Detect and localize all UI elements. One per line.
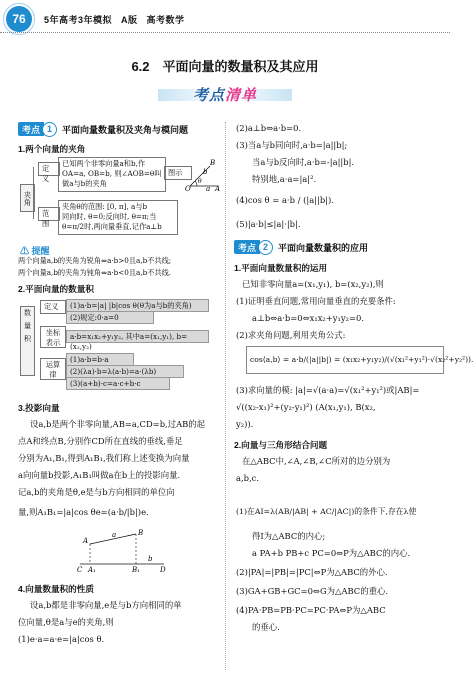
svg-text:B: B bbox=[210, 159, 216, 167]
proj-line-2: 点A和终点B,分别作CD所在直线的垂线,垂足 bbox=[18, 436, 183, 446]
usage-line-1: 已知非零向量a=(x₁,y₁), b=(x₂,y₂),则 bbox=[242, 279, 384, 289]
dot-row-zero: (2)规定:0·a=0 bbox=[66, 311, 154, 324]
tri-line-8: (4)PA·PB=PB·PC=PC·PA⇔P为△ABC bbox=[236, 605, 386, 615]
svg-text:B₁: B₁ bbox=[132, 566, 140, 574]
section-dot-usage: 1.平面向量数量积的运用 bbox=[234, 263, 328, 273]
svg-text:O: O bbox=[185, 185, 191, 193]
kaodian1-heading bbox=[18, 122, 188, 136]
svg-text:A₁: A₁ bbox=[88, 566, 96, 574]
proj-line-4: a向向量b投影,A₁B₁叫做a在b上的投影向量. bbox=[18, 470, 181, 480]
section-banner bbox=[158, 84, 292, 106]
edition: A版 bbox=[121, 15, 138, 25]
range-text: 夹角θ的范围: [0, π], a与b 同向时, θ=0;反向时, θ=π;当 θ=π/2时,两向量垂直,记作a⊥b bbox=[58, 200, 178, 235]
usage-line-3: a⊥b⇔a·b=0⇔x₁x₂+y₁y₂=0. bbox=[252, 313, 364, 323]
tri-line-6: (2)|PA|=|PB|=|PC|⇔P为△ABC的外心. bbox=[236, 567, 388, 577]
proj-line-5: 记a,b的夹角是θ,e是与b方向相同的单位向 bbox=[18, 487, 175, 497]
tri-line-3: (1)在AI=λ(AB/|AB| + AC/|AC|)的条件下,存在λ使 bbox=[236, 507, 417, 516]
usage-line-4: (2)求夹角问题,利用夹角公式: bbox=[236, 330, 346, 340]
chapter-title: 6.2 平面向量的数量积及其应用 bbox=[131, 59, 319, 74]
projection-figure bbox=[76, 528, 176, 574]
props-line-3: (1)e·a=a·e=|a|cos θ. bbox=[18, 634, 105, 644]
prop-3c: 特别地,a·a=|a|². bbox=[252, 174, 317, 184]
kaodian-tag: 考点 bbox=[234, 240, 260, 254]
usage-line-6: (3)求向量的模: |a|=√(a·a)=√(x₁²+y₁²)或|AB|= bbox=[236, 385, 420, 395]
tip-heading: ⚠ 提醒 bbox=[20, 246, 50, 256]
page-number: 76 bbox=[6, 6, 32, 32]
tri-line-1: 在△ABC中,∠A,∠B,∠C所对的边分别为 bbox=[242, 456, 391, 466]
prop-5: (5)|a·b|≤|a|·|b|. bbox=[236, 219, 301, 229]
range-label: 范围 bbox=[38, 207, 60, 221]
fig-label: 图示 bbox=[164, 166, 192, 180]
column-divider bbox=[225, 122, 226, 670]
running-header bbox=[44, 13, 185, 26]
prop-4: (4)cos θ = a·b / (|a||b|). bbox=[236, 195, 334, 205]
tri-line-9: 的垂心. bbox=[252, 622, 280, 632]
section-triangle: 2.向量与三角形结合问题 bbox=[234, 440, 328, 450]
header-rule bbox=[0, 32, 450, 33]
usage-line-8: y₂)). bbox=[236, 419, 254, 429]
svg-text:B: B bbox=[138, 529, 144, 537]
proj-line-1: 设a,b是两个非零向量,AB=a,CD=b,过AB的起 bbox=[30, 419, 206, 429]
angle-center-label: 夹角 bbox=[20, 184, 35, 212]
section-dot-product: 2.平面向量的数量积 bbox=[18, 284, 94, 294]
dot-center-label: 数量积 bbox=[20, 306, 35, 376]
svg-text:A: A bbox=[83, 537, 89, 545]
svg-text:θ: θ bbox=[198, 178, 202, 185]
section-projection: 3.投影向量 bbox=[18, 403, 60, 413]
kaodian-title: 平面向量数量积及夹角与模问题 bbox=[62, 124, 189, 135]
kaodian-title: 平面向量数量积的应用 bbox=[278, 242, 369, 253]
tri-line-2: a,b,c. bbox=[236, 473, 260, 483]
map-brace bbox=[33, 167, 34, 219]
tip-line-1: 两个向量a,b的夹角为锐角⇔a·b>0且a,b不共线; bbox=[18, 256, 172, 265]
prop-2: (2)a⊥b⇔a·b=0. bbox=[236, 123, 302, 133]
svg-text:a: a bbox=[206, 185, 211, 193]
tri-line-5: a PA+b PB+c PC=0⇔P为△ABC的内心. bbox=[252, 548, 411, 558]
dot-row-coord: a·b=x₁x₂+y₁y₂, 其中a=(x₁,y₁), b=(x₂,y₂) bbox=[66, 330, 209, 343]
usage-line-5: cos⟨a,b⟩ = a·b/(|a||b|) = (x₁x₂+y₁y₂)/(√(x₁²+y₁²)·√(x₂²+y₂²)). bbox=[250, 355, 473, 364]
def-text: 已知两个非零向量a和b,作 OA=a, OB=b, 则∠AOB=θ叫 做a与b的夹角 bbox=[58, 157, 166, 192]
props-line-1: 设a,b都是非零向量,e是与b方向相同的单 bbox=[30, 600, 182, 610]
usage-line-7: √((x₂-x₁)²+(y₂-y₁)²) (A(x₁,y₁), B(x₂, bbox=[236, 402, 376, 412]
svg-text:C: C bbox=[77, 566, 83, 574]
proj-line-6: 量,则A₁B₁=|a|cos θe=(a·b/|b|)e. bbox=[18, 507, 149, 517]
dot-label-def: 定义 bbox=[40, 300, 66, 314]
angle-figure bbox=[184, 158, 222, 192]
prop-3b: 当a与b反向时,a·b=-|a||b|. bbox=[252, 157, 355, 167]
section-properties: 4.向量数量积的性质 bbox=[18, 584, 94, 594]
svg-text:a: a bbox=[112, 531, 117, 539]
svg-text:b: b bbox=[148, 555, 153, 563]
svg-text:A: A bbox=[215, 185, 221, 193]
kaodian-number: 1 bbox=[42, 122, 57, 137]
dot-row-law1: (1)a·b=b·a bbox=[66, 353, 134, 366]
tri-line-4: 得I为△ABC的内心; bbox=[252, 531, 326, 541]
svg-text:D: D bbox=[160, 566, 166, 574]
dot-label-coord: 坐标表示 bbox=[40, 326, 66, 348]
usage-line-2: (1)证明垂直问题,常用向量垂直的充要条件: bbox=[236, 296, 396, 306]
prop-3a: (3)当a与b同向时,a·b=|a||b|; bbox=[236, 140, 348, 150]
kaodian-tag: 考点 bbox=[18, 122, 44, 136]
dot-row-law3: (3)(a+b)·c=a·c+b·c bbox=[66, 377, 170, 390]
kaodian-number: 2 bbox=[258, 240, 273, 255]
def-label: 定义 bbox=[38, 162, 60, 176]
proj-line-3: 分别为A₁,B₁,得到A₁B₁,我们称上述变换为向量 bbox=[18, 453, 190, 463]
book-title: 5年高考3年模拟 bbox=[44, 15, 113, 25]
tip-line-2: 两个向量a,b的夹角为钝角⇔a·b<0且a,b不共线. bbox=[18, 268, 172, 277]
dot-label-laws: 运算律 bbox=[40, 358, 66, 380]
props-line-2: 位向量,θ是a与e的夹角,则 bbox=[18, 617, 114, 627]
banner-text: 考点清单 bbox=[192, 87, 258, 104]
dot-row-def: (1)a·b=|a| |b|cos θ(θ为a与b的夹角) bbox=[66, 299, 209, 312]
section-angle: 1.两个向量的夹角 bbox=[18, 144, 86, 154]
subject: 高考数学 bbox=[146, 15, 185, 25]
tri-line-7: (3)GA+GB+GC=0⇔G为△ABC的重心. bbox=[236, 586, 389, 596]
kaodian2-heading bbox=[234, 240, 368, 254]
svg-text:b: b bbox=[203, 168, 208, 176]
dot-row-law2: (2)(λa)·b=λ(a·b)=a·(λb) bbox=[66, 365, 184, 378]
